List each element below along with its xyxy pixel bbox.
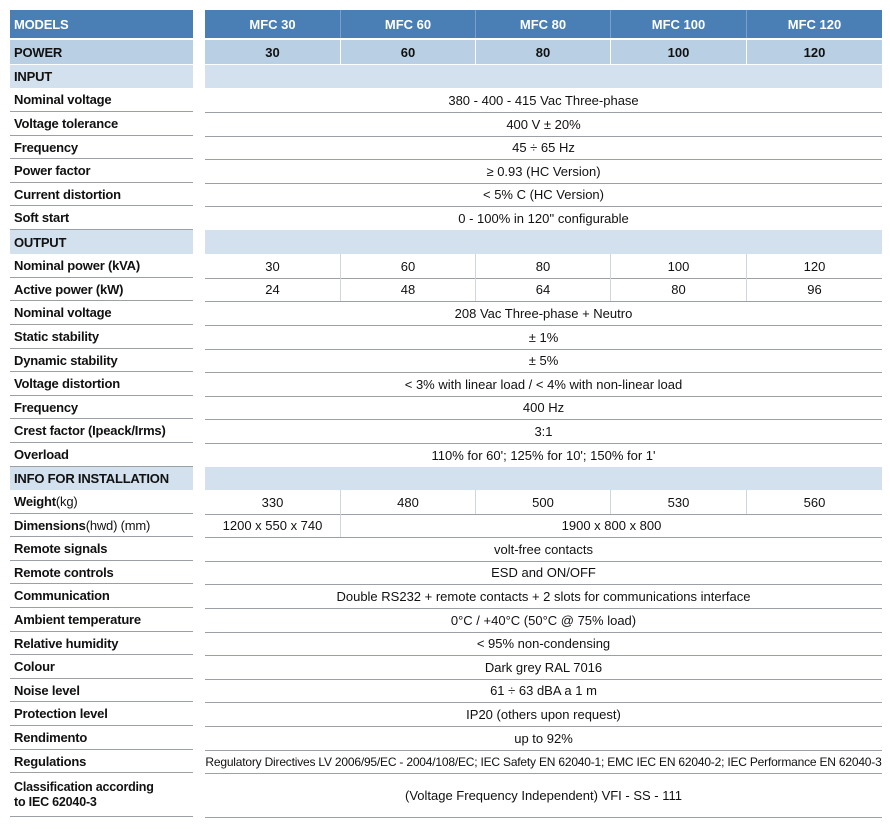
row-values bbox=[205, 325, 882, 350]
power-value: 80 bbox=[475, 40, 610, 64]
installation-colour-row bbox=[10, 655, 882, 679]
row-value: 3:1 bbox=[534, 423, 553, 439]
section-title-input: INPUT bbox=[10, 65, 193, 88]
row-values bbox=[205, 608, 882, 633]
section-installation bbox=[10, 467, 882, 490]
row-label: Nominal voltage bbox=[10, 88, 193, 112]
classification-label-line1: Classification according bbox=[14, 779, 154, 794]
installation-classification-row bbox=[10, 773, 882, 817]
row-label: Frequency bbox=[10, 396, 193, 419]
row-value: 0 - 100% in 120'' configurable bbox=[458, 210, 629, 226]
row-value: < 5% C (HC Version) bbox=[482, 187, 604, 202]
row-label: Remote controls bbox=[10, 561, 193, 584]
dimensions-label: Dimensions bbox=[14, 517, 86, 533]
models-header-row bbox=[10, 10, 882, 38]
row-value: 61 ÷ 63 dBA a 1 m bbox=[490, 683, 597, 698]
output-voltage-distortion-row bbox=[10, 372, 882, 396]
row-label: Soft start bbox=[10, 206, 193, 230]
output-active-power-row bbox=[10, 278, 882, 301]
row-value: volt-free contacts bbox=[494, 541, 593, 557]
model-mfc60-header: MFC 60 bbox=[340, 10, 475, 38]
section-band bbox=[205, 230, 882, 254]
installation-ambient-temperature-row bbox=[10, 608, 882, 632]
row-label: Remote signals bbox=[10, 537, 193, 561]
output-crest-factor-row bbox=[10, 419, 882, 443]
classification-label-text bbox=[14, 780, 154, 810]
row-value: ± 5% bbox=[528, 353, 559, 368]
section-title-output: OUTPUT bbox=[10, 230, 193, 254]
row-values bbox=[205, 537, 882, 562]
row-label: Active power (kW) bbox=[10, 278, 193, 301]
row-value: 380 - 400 - 415 Vac Three-phase bbox=[448, 92, 639, 108]
installation-regulations-row bbox=[10, 750, 882, 773]
row-values bbox=[205, 584, 882, 609]
row-value: ESD and ON/OFF bbox=[491, 565, 596, 580]
model-mfc120-header: MFC 120 bbox=[746, 10, 882, 38]
input-nominal-voltage-row bbox=[10, 88, 882, 112]
row-label: Regulations bbox=[10, 750, 193, 773]
row-values bbox=[205, 561, 882, 585]
row-label: Nominal power (kVA) bbox=[10, 254, 193, 278]
row-values bbox=[205, 159, 882, 184]
row-value: Regulatory Directives LV 2006/95/EC - 2004/108/EC; IEC Safety EN 62040-1; EMC IEC EN 62040-2; IEC Performance EN 62040-3 bbox=[205, 754, 882, 769]
row-values bbox=[205, 726, 882, 751]
power-value: 60 bbox=[340, 40, 475, 64]
row-label: Voltage tolerance bbox=[10, 112, 193, 136]
row-value: 530 bbox=[610, 490, 746, 514]
installation-dimensions-row bbox=[10, 514, 882, 537]
row-values bbox=[205, 88, 882, 113]
installation-weight-row bbox=[10, 490, 882, 514]
row-values bbox=[205, 396, 882, 420]
section-band bbox=[205, 467, 882, 490]
row-values bbox=[205, 206, 882, 231]
row-label: Static stability bbox=[10, 325, 193, 349]
row-values bbox=[205, 679, 882, 703]
row-values bbox=[205, 490, 882, 515]
row-label: Voltage distortion bbox=[10, 372, 193, 396]
input-soft-start-row bbox=[10, 206, 882, 230]
installation-noise-level-row bbox=[10, 679, 882, 702]
row-value: IP20 (others upon request) bbox=[466, 706, 621, 722]
row-value: 400 Hz bbox=[522, 400, 565, 415]
models-label: MODELS bbox=[10, 10, 193, 38]
row-value: 96 bbox=[746, 278, 882, 301]
row-label bbox=[10, 490, 193, 514]
row-label bbox=[10, 773, 193, 817]
power-value: 30 bbox=[265, 44, 280, 60]
power-values bbox=[205, 40, 882, 64]
row-value: 48 bbox=[340, 278, 475, 301]
row-value: Double RS232 + remote contacts + 2 slots for communications interface bbox=[336, 588, 751, 604]
row-value: 120 bbox=[746, 254, 882, 278]
row-value: 1900 x 800 x 800 bbox=[340, 514, 882, 537]
row-value: 80 bbox=[610, 278, 746, 301]
row-value: 24 bbox=[265, 282, 280, 297]
row-values bbox=[205, 773, 882, 818]
row-values bbox=[205, 301, 882, 326]
section-band bbox=[205, 65, 882, 88]
input-power-factor-row bbox=[10, 159, 882, 183]
row-values bbox=[205, 183, 882, 207]
row-label: Colour bbox=[10, 655, 193, 679]
weight-unit: (kg) bbox=[55, 494, 78, 509]
row-values bbox=[205, 278, 882, 302]
row-label: Ambient temperature bbox=[10, 608, 193, 632]
row-value: 64 bbox=[475, 278, 610, 301]
row-label: Frequency bbox=[10, 136, 193, 159]
row-label bbox=[10, 514, 193, 537]
row-label: Nominal voltage bbox=[10, 301, 193, 325]
output-frequency-row bbox=[10, 396, 882, 419]
output-dynamic-stability-row bbox=[10, 349, 882, 372]
model-mfc100-header: MFC 100 bbox=[610, 10, 746, 38]
input-current-distortion-row bbox=[10, 183, 882, 206]
input-frequency-row bbox=[10, 136, 882, 159]
models-header-values bbox=[205, 10, 882, 38]
power-value: 120 bbox=[746, 40, 882, 64]
row-value: 500 bbox=[475, 490, 610, 514]
row-values bbox=[205, 514, 882, 538]
input-voltage-tolerance-row bbox=[10, 112, 882, 136]
row-label: Noise level bbox=[10, 679, 193, 702]
row-values bbox=[205, 112, 882, 137]
installation-remote-signals-row bbox=[10, 537, 882, 561]
dimensions-unit: (hwd) (mm) bbox=[85, 517, 151, 533]
row-value: 45 ÷ 65 Hz bbox=[512, 140, 575, 155]
power-row bbox=[10, 40, 882, 64]
installation-remote-controls-row bbox=[10, 561, 882, 584]
row-values bbox=[205, 419, 882, 444]
row-label: Dynamic stability bbox=[10, 349, 193, 372]
model-mfc80-header: MFC 80 bbox=[475, 10, 610, 38]
output-overload-row bbox=[10, 443, 882, 467]
row-value: ± 1% bbox=[528, 329, 559, 345]
row-values bbox=[205, 443, 882, 468]
row-label: Overload bbox=[10, 443, 193, 467]
row-values bbox=[205, 136, 882, 160]
power-value: 100 bbox=[610, 40, 746, 64]
row-label: Relative humidity bbox=[10, 632, 193, 655]
row-value: ≥ 0.93 (HC Version) bbox=[486, 163, 601, 179]
row-value: 330 bbox=[261, 494, 284, 510]
row-values bbox=[205, 349, 882, 373]
output-static-stability-row bbox=[10, 325, 882, 349]
row-label: Communication bbox=[10, 584, 193, 608]
row-values bbox=[205, 254, 882, 279]
installation-rendimento-row bbox=[10, 726, 882, 750]
row-value: 1200 x 550 x 740 bbox=[222, 518, 323, 533]
power-label: POWER bbox=[10, 40, 193, 64]
row-value: 208 Vac Three-phase + Neutro bbox=[454, 305, 633, 321]
row-value: 100 bbox=[610, 254, 746, 278]
output-nominal-voltage-row bbox=[10, 301, 882, 325]
row-value: < 3% with linear load / < 4% with non-linear load bbox=[404, 376, 683, 392]
row-label: Crest factor (Ipeack/Irms) bbox=[10, 419, 193, 443]
output-nominal-power-row bbox=[10, 254, 882, 278]
row-value: 0°C / +40°C (50°C @ 75% load) bbox=[450, 612, 637, 628]
row-value: up to 92% bbox=[514, 730, 573, 746]
installation-protection-level-row bbox=[10, 702, 882, 726]
section-title-installation: INFO FOR INSTALLATION bbox=[10, 467, 193, 490]
row-values bbox=[205, 702, 882, 727]
row-label: Power factor bbox=[10, 159, 193, 183]
section-output bbox=[10, 230, 882, 254]
row-values bbox=[205, 750, 882, 774]
row-value: Dark grey RAL 7016 bbox=[484, 659, 603, 675]
row-values bbox=[205, 372, 882, 397]
row-value: 30 bbox=[265, 258, 280, 274]
row-value: 400 V ± 20% bbox=[506, 116, 581, 132]
row-value: < 95% non-condensing bbox=[476, 636, 611, 651]
weight-label: Weight bbox=[14, 494, 56, 509]
row-values bbox=[205, 632, 882, 656]
installation-relative-humidity-row bbox=[10, 632, 882, 655]
row-value: 80 bbox=[475, 254, 610, 278]
classification-label-line2: to IEC 62040-3 bbox=[14, 794, 97, 809]
row-value: 560 bbox=[746, 490, 882, 514]
section-input bbox=[10, 65, 882, 88]
row-value: (Voltage Frequency Independent) VFI - SS - 111 bbox=[404, 787, 682, 803]
row-values bbox=[205, 655, 882, 680]
model-mfc30-header: MFC 30 bbox=[249, 16, 296, 32]
row-value: 480 bbox=[340, 490, 475, 514]
row-label: Protection level bbox=[10, 702, 193, 726]
row-label: Rendimento bbox=[10, 726, 193, 750]
row-label: Current distortion bbox=[10, 183, 193, 206]
row-value: 110% for 60'; 125% for 10'; 150% for 1' bbox=[431, 447, 656, 463]
row-value: 60 bbox=[340, 254, 475, 278]
installation-communication-row bbox=[10, 584, 882, 608]
